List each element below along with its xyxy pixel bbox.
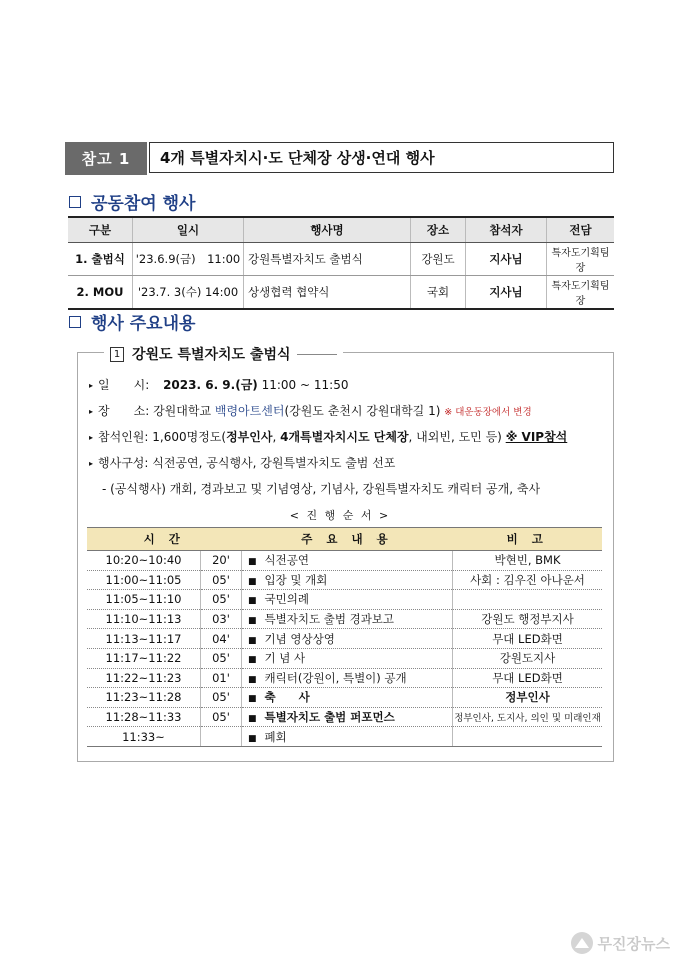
desc-text: 기 념 사 bbox=[264, 651, 306, 666]
cell-desc bbox=[242, 570, 453, 590]
cell-time: 11:10~11:13 bbox=[87, 609, 201, 629]
events-table bbox=[68, 216, 614, 310]
place-pre: 강원대학교 bbox=[153, 404, 212, 418]
reference-label: 참고 1 bbox=[65, 142, 147, 175]
square-bullet-icon: ■ bbox=[248, 616, 257, 627]
square-bullet-icon: ■ bbox=[248, 635, 257, 646]
cell-owner: 특자도기획팀장 bbox=[547, 276, 615, 310]
section-heading-text: 행사 주요내용 bbox=[91, 314, 196, 334]
cell-desc bbox=[242, 688, 453, 708]
cell-duration: 05' bbox=[201, 570, 242, 590]
cell-note: 정부인사, 도지사, 의인 및 미래인재 bbox=[453, 707, 603, 727]
table-row bbox=[87, 609, 602, 629]
cell-datetime: '23.6.9(금) 11:00 bbox=[133, 243, 244, 276]
cell-note: 사회 : 김우진 아나운서 bbox=[453, 570, 603, 590]
table-row bbox=[87, 629, 602, 649]
cell-type: 2. MOU bbox=[68, 276, 133, 310]
table-row bbox=[87, 688, 602, 708]
order-caption: < 진 행 순 서 > bbox=[289, 509, 391, 522]
col-header: 시 간 bbox=[87, 528, 242, 551]
section-heading-text: 공동참여 행사 bbox=[91, 194, 196, 214]
info-place bbox=[89, 402, 532, 419]
cell-attendee: 지사님 bbox=[466, 243, 547, 276]
table-row bbox=[68, 243, 614, 276]
cell-duration: 20' bbox=[201, 551, 242, 571]
square-bullet-icon: ■ bbox=[248, 714, 257, 725]
cell-event-name: 강원특별자치도 출범식 bbox=[244, 243, 411, 276]
cell-type: 1. 출범식 bbox=[68, 243, 133, 276]
date-value: 2023. 6. 9.(금) bbox=[163, 378, 258, 392]
cell-time: 11:22~11:23 bbox=[87, 668, 201, 688]
cell-time: 11:05~11:10 bbox=[87, 590, 201, 610]
cell-duration: 01' bbox=[201, 668, 242, 688]
cell-desc bbox=[242, 609, 453, 629]
cell-desc bbox=[242, 629, 453, 649]
desc-text: 식전공연 bbox=[264, 553, 309, 568]
compose-text: 식전공연, 공식행사, 강원특별자치도 출범 선포 bbox=[152, 456, 396, 470]
desc-text: 국민의례 bbox=[264, 592, 309, 607]
cell-duration: 05' bbox=[201, 590, 242, 610]
section-heading-main-content bbox=[69, 309, 195, 334]
square-bullet-icon: ■ bbox=[248, 733, 257, 744]
info-attendees bbox=[89, 428, 567, 445]
square-bullet-icon: ■ bbox=[248, 694, 257, 705]
cell-duration: 03' bbox=[201, 609, 242, 629]
item-number-box: 1 bbox=[110, 347, 124, 362]
section-heading-joint-events bbox=[69, 189, 195, 214]
cell-duration: 04' bbox=[201, 629, 242, 649]
col-header: 비 고 bbox=[453, 528, 603, 551]
details-title-text: 강원도 특별자치도 출범식 bbox=[132, 347, 291, 363]
desc-text: 폐회 bbox=[264, 729, 287, 744]
cell-desc bbox=[242, 648, 453, 668]
time-value: 11:00 ~ 11:50 bbox=[261, 378, 349, 392]
place-address: (강원도 춘천시 강원대학길 1) bbox=[284, 404, 441, 418]
cell-time: 11:00~11:05 bbox=[87, 570, 201, 590]
table-row bbox=[87, 668, 602, 688]
table-row bbox=[68, 276, 614, 310]
square-bullet-icon: ■ bbox=[248, 655, 257, 666]
cell-place: 강원도 bbox=[411, 243, 466, 276]
cell-time: 10:20~10:40 bbox=[87, 551, 201, 571]
cell-desc bbox=[242, 668, 453, 688]
cell-time: 11:23~11:28 bbox=[87, 688, 201, 708]
cell-desc bbox=[242, 727, 453, 747]
desc-text: 특별자치도 출범 퍼포먼스 bbox=[264, 710, 395, 725]
page-title: 4개 특별자치시·도 단체장 상생·연대 행사 bbox=[149, 142, 614, 173]
place-venue: 백령아트센터 bbox=[214, 404, 285, 418]
col-header: 참석자 bbox=[466, 217, 547, 243]
cell-datetime: '23.7. 3(수) 14:00 bbox=[133, 276, 244, 310]
cell-note bbox=[453, 727, 603, 747]
desc-text: 특별자치도 출범 경과보고 bbox=[264, 612, 395, 627]
cell-time: 11:13~11:17 bbox=[87, 629, 201, 649]
table-header-row bbox=[68, 217, 614, 243]
table-row bbox=[87, 551, 602, 571]
triangle-bullet-icon: ▸ bbox=[89, 381, 94, 390]
cell-place: 국회 bbox=[411, 276, 466, 310]
triangle-bullet-icon: ▸ bbox=[89, 433, 94, 442]
col-header: 주 요 내 용 bbox=[242, 528, 453, 551]
table-row bbox=[87, 648, 602, 668]
table-row bbox=[87, 590, 602, 610]
cell-note bbox=[453, 590, 603, 610]
cell-note: 무대 LED화면 bbox=[453, 629, 603, 649]
col-header: 일시 bbox=[133, 217, 244, 243]
square-bullet-icon: ■ bbox=[248, 576, 257, 587]
cell-note: 정부인사 bbox=[453, 688, 603, 708]
attend-rest: , 내외빈, 도민 등) bbox=[408, 430, 502, 444]
desc-text: 축 사 bbox=[264, 690, 310, 705]
cell-time: 11:33~ bbox=[87, 727, 201, 747]
desc-text: 캐릭터(강원이, 특별이) 공개 bbox=[264, 670, 407, 685]
cell-duration bbox=[201, 727, 242, 747]
square-bullet-icon: ■ bbox=[248, 557, 257, 568]
checkbox-square-icon bbox=[69, 316, 81, 328]
table-row bbox=[87, 727, 602, 747]
watermark-text: 무진장뉴스 bbox=[597, 934, 670, 953]
info-label: 일 시: bbox=[98, 378, 150, 392]
attend-count: 1,600명정도( bbox=[152, 430, 227, 444]
cell-attendee: 지사님 bbox=[466, 276, 547, 310]
info-sub-composition: - (공식행사) 개회, 경과보고 및 기념영상, 기념사, 강원특별자치도 캐릭터 공개, 축사 bbox=[102, 482, 541, 496]
attend-gov: 정부인사 bbox=[226, 430, 273, 444]
table-header-row bbox=[87, 528, 602, 551]
cell-duration: 05' bbox=[201, 688, 242, 708]
triangle-bullet-icon: ▸ bbox=[89, 407, 94, 416]
cell-owner: 특자도기획팀장 bbox=[547, 243, 615, 276]
mountain-logo-icon bbox=[571, 932, 593, 954]
cell-time: 11:17~11:22 bbox=[87, 648, 201, 668]
col-header: 장소 bbox=[411, 217, 466, 243]
cell-event-name: 상생협력 협약식 bbox=[244, 276, 411, 310]
attend-sep: , bbox=[272, 430, 281, 444]
checkbox-square-icon bbox=[69, 196, 81, 208]
table-row bbox=[87, 707, 602, 727]
attend-heads: 4개특별자치시도 단체장 bbox=[280, 430, 409, 444]
cell-desc bbox=[242, 551, 453, 571]
cell-note: 무대 LED화면 bbox=[453, 668, 603, 688]
watermark bbox=[571, 932, 670, 954]
table-row bbox=[87, 570, 602, 590]
info-composition bbox=[89, 454, 395, 471]
triangle-bullet-icon: ▸ bbox=[89, 459, 94, 468]
cell-note: 강원도지사 bbox=[453, 648, 603, 668]
col-header: 전담 bbox=[547, 217, 615, 243]
square-bullet-icon: ■ bbox=[248, 674, 257, 685]
title-rule bbox=[297, 354, 337, 355]
info-date bbox=[89, 376, 348, 393]
desc-text: 입장 및 개회 bbox=[264, 572, 328, 587]
info-label: 참석인원: bbox=[98, 430, 149, 444]
cell-desc bbox=[242, 590, 453, 610]
cell-note: 강원도 행정부지사 bbox=[453, 609, 603, 629]
info-label: 장 소: bbox=[98, 404, 150, 418]
details-title bbox=[104, 344, 343, 364]
cell-duration: 05' bbox=[201, 648, 242, 668]
col-header: 구분 bbox=[68, 217, 133, 243]
col-header: 행사명 bbox=[244, 217, 411, 243]
cell-desc bbox=[242, 707, 453, 727]
attend-vip: ※ VIP참석 bbox=[505, 430, 568, 444]
place-note: ※ 대운동장에서 변경 bbox=[444, 407, 532, 418]
square-bullet-icon: ■ bbox=[248, 596, 257, 607]
desc-text: 기념 영상상영 bbox=[264, 631, 335, 646]
cell-note: 박현빈, BMK bbox=[453, 551, 603, 571]
cell-duration: 05' bbox=[201, 707, 242, 727]
cell-time: 11:28~11:33 bbox=[87, 707, 201, 727]
schedule-table bbox=[87, 527, 602, 747]
info-label: 행사구성: bbox=[98, 456, 149, 470]
